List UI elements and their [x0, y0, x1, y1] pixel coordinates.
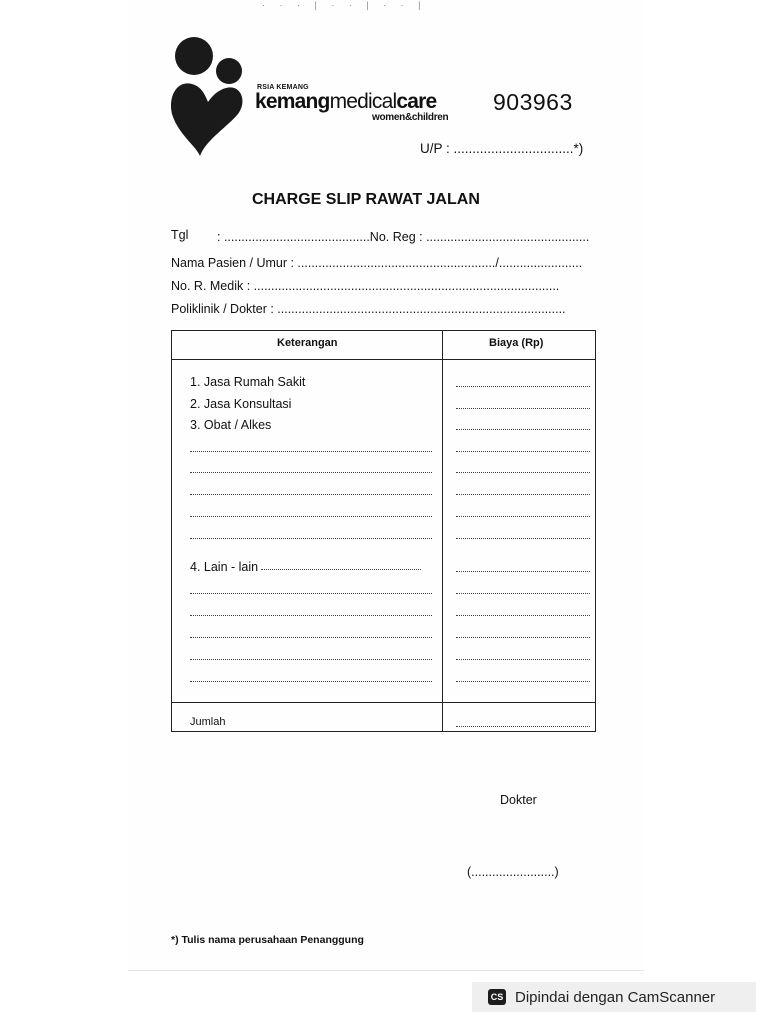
footnote: *) Tulis nama perusahaan Penanggung [171, 934, 364, 946]
blank-line-biaya [456, 408, 590, 409]
blank-line-keterangan [190, 451, 432, 452]
blank-line-keterangan [190, 538, 432, 539]
blank-line-biaya [456, 386, 590, 387]
rekam-medik-field: No. R. Medik : ........................................................................................ [171, 279, 560, 293]
blank-line-keterangan [190, 637, 432, 638]
camscanner-text: Dipindai dengan CamScanner [515, 988, 716, 1006]
camscanner-badge [472, 982, 756, 1012]
column-header-biaya: Biaya (Rp) [489, 337, 544, 349]
blank-line-biaya [456, 451, 590, 452]
table-total-divider [172, 702, 595, 703]
item-lain-lain [190, 560, 421, 574]
blank-line-biaya [456, 538, 590, 539]
blank-line-keterangan [190, 494, 432, 495]
brand-part-care: care [396, 90, 437, 113]
hearts-logo-icon [168, 36, 248, 158]
slip-number: 903963 [493, 89, 573, 115]
blank-line-keterangan [190, 659, 432, 660]
blank-line-biaya [456, 516, 590, 517]
jumlah-label: Jumlah [190, 716, 226, 728]
item-lain-lain-blank [261, 569, 421, 570]
item-jasa-rumah-sakit: 1. Jasa Rumah Sakit [190, 375, 306, 389]
nama-pasien-field: Nama Pasien / Umur : ........................................................./........................ [171, 256, 583, 270]
blank-line-biaya [456, 571, 590, 572]
blank-line-keterangan [190, 593, 432, 594]
blank-line-biaya [456, 637, 590, 638]
brand-part-kemang: kemang [255, 90, 330, 113]
brand-small-label: RSIA KEMANG [257, 84, 309, 91]
table-header-divider [172, 359, 595, 360]
blank-line-biaya [456, 593, 590, 594]
tgl-noreg-field: : ..........................................No. Reg : ............................................... [217, 230, 590, 244]
up-field: U/P : ................................*) [420, 141, 584, 156]
blank-line-biaya [456, 429, 590, 430]
dokter-signature-blank: (........................) [467, 865, 559, 879]
blank-line-biaya [456, 494, 590, 495]
jumlah-blank [456, 726, 590, 727]
blank-line-biaya [456, 681, 590, 682]
blank-line-keterangan [190, 615, 432, 616]
camscanner-icon: CS [488, 989, 506, 1005]
blank-line-keterangan [190, 516, 432, 517]
item-lain-lain-label: 4. Lain - lain [190, 560, 259, 574]
table-column-divider [442, 331, 443, 731]
blank-line-biaya [456, 615, 590, 616]
blank-line-keterangan [190, 681, 432, 682]
document-title: CHARGE SLIP RAWAT JALAN [252, 191, 480, 208]
scan-edge-marks: · · · | · · | · · | [262, 0, 427, 10]
item-obat-alkes: 3. Obat / Alkes [190, 418, 272, 432]
dokter-label: Dokter [500, 793, 537, 807]
charge-table [171, 330, 596, 732]
brand-name [255, 91, 436, 113]
brand-subtitle: women&children [372, 112, 449, 123]
brand-part-medical: medical [329, 90, 397, 113]
blank-line-biaya [456, 659, 590, 660]
blank-line-biaya [456, 472, 590, 473]
tgl-label: Tgl [171, 228, 189, 242]
blank-line-keterangan [190, 472, 432, 473]
item-jasa-konsultasi: 2. Jasa Konsultasi [190, 397, 292, 411]
poliklinik-field: Poliklinik / Dokter : ................................................................................... [171, 302, 566, 316]
column-header-keterangan: Keterangan [277, 337, 338, 349]
